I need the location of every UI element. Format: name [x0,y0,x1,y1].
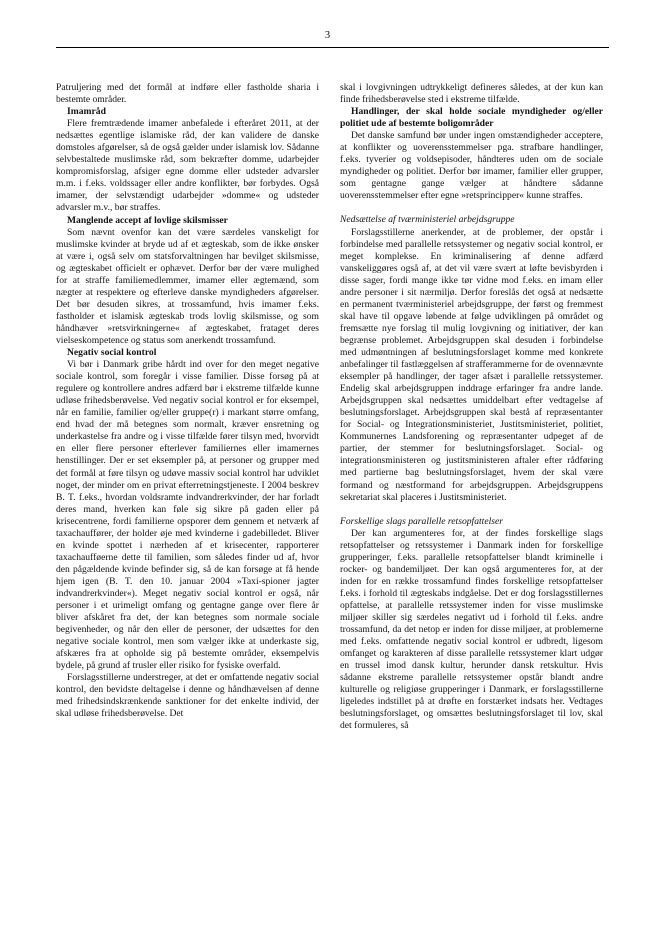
body-paragraph: Som nævnt ovenfor kan det være særdeles vanskeligt for muslimske kvinder at bryde ud af et ægteskab, som de ikke ønsker at være i, også selv om statsforvaltningen har bevilget skilsmisse, og ægteskabet officielt er ophævet. Derfor bør der være mulighed for at straffe familiemedlemmer, imamer eller ægtemænd, som nægter at respektere og efterleve danske myndigheders afgørelser. Det bør desuden sikres, at trossamfund, hvis imamer f.eks. fastholder et islamisk ægteskab trods lovlig skilsmisse, og som håndhæver »retsvirkningerne« af ægteskabet, frataget deres vielseskompetence og status som anerkendt trossamfund. [56,226,319,346]
body-paragraph: Forslagsstillerne understreger, at det er omfattende negativ social kontrol, den bevidste deltagelse i denne og håndhævelsen af denne med frihedsindskrænkende sanktioner for det enkelte individ, der skal udløse frihedsberøvelse. Det [56,672,319,720]
subsection-heading: Nedsættelse af tværministeriel arbejdsgruppe [340,214,515,226]
section-heading: Manglende accept af lovlige skilsmisser [67,214,228,226]
section-heading: Handlinger, der skal holde sociale myndigheder og/eller politiet ude af bestemte boligområder [340,106,603,130]
left-text-column [56,82,319,720]
body-paragraph: Patruljering med det formål at indføre eller fastholde sharia i bestemte områder. [56,82,319,106]
section-heading: Negativ social kontrol [67,347,157,359]
body-paragraph: skal i lovgivningen udtrykkeligt defineres således, at der kun kan finde frihedsberøvelse sted i ekstreme tilfælde. [340,82,603,106]
body-paragraph: Der kan argumenteres for, at der findes forskellige slags retsopfattelser og retssystemer i Danmark inden for forskellige grupperinger, f.eks. parallelle retsopfattelser blandt kriminelle i rocker- og bandemiljøet. Der kan også argumenteres for, at der inden for en række trossamfund findes forskellige retsopfattelser f.eks. i forhold til ægteskabs indgåelse. Det er dog forslagsstillernes opfattelse, at parallelle retssystemer inden for visse muslimske miljøer skiller sig særdeles negativt ud i forhold til f.eks. andre trossamfund, da det netop er inden for disse miljøer, at problemerne med f.eks. omfattende negativ social kontrol er udbredt, ligesom omfanget og karakteren af disse parallelle retssystemer klart udgør en trussel imod dansk kultur, herunder dansk retskultur. Hvis sådanne ekstreme parallelle retssystemer opstår blandt andre kulturelle og religiøse grupperinger i Danmark, er forslagsstillerne ligeledes indstillet på at drøfte en forstærket indsats her. Vedtages beslutningsforslaget, og omsættes beslutningsforslaget til lov, skal det formuleres, så [340,527,603,732]
subsection-heading: Forskellige slags parallelle retsopfattelser [340,515,503,527]
header-rule [56,47,609,48]
body-paragraph: Vi bør i Danmark gribe hårdt ind over for den meget negative sociale kontrol, som foregår i visse familier. Disse forsøg på at regulere og kontrollere andres adfærd bør i ekstreme tilfælde kunne udløse frihedsberøvelse. Ved negativ social kontrol er for eksempel, når en familie, familier og/eller gruppe(r) i markant større omfang, end hvad der må betegnes som normalt, kræver ensretning og underkastelse fra andre og i visse tilfælde fører tilsyn med, hvorvidt en eller flere personer efterlever familiernes eller imamernes henstillinger. Der er set eksempler på, at personer og grupper med det formål at føre tilsyn og udøve massiv social kontrol har udviklet noget, der minder om en privat efterretningstjeneste. I 2004 beskrev B. T. f.eks., hvordan voldsramte indvandrerkvinder, der har forladt deres mand, hverken kan føle sig sikre på gaden eller på krisecentrene, fordi familierne opsporer dem gennem et netværk af taxachauffører, der holder øje med kvinderne i gadebilledet. Bliver en kvinde spottet i nærheden af et krisecenter, rapporterer taxachaufføerne dette til familien, som således finder ud af, hvor den pågældende kvinde befinder sig, så de kan forsøge at få hende hjem igen (B. T. den 10. januar 2004 »Taxi-spioner jagter indvandrerkvinder«). Meget negativ social kontrol er også, når personer i et urimeligt omfang og gentagne gange over flere år bliver afskåret fra det, der kan betegnes som normale sociale begivenheder, og når den eller de personer, der udsættes for den negative sociale kontrol, men som vælger ikke at underkaste sig, afskæres fra at opholde sig på bestemte områder, eksempelvis bydele, på grund af trusler eller risiko for fysiske overfald. [56,359,319,672]
right-text-column [340,82,603,732]
page-number: 3 [324,30,331,41]
section-heading: Imamråd [67,106,106,118]
body-paragraph: Det danske samfund bør under ingen omstændigheder acceptere, at konflikter og uoverensstemmelser pga. strafbare handlinger, f.eks. tyverier og voldsepisoder, håndteres uden om de sociale myndigheder og politiet. Derfor bør imamer, familier eller grupper, som gentagne gange vælger at håndtere sådanne uoverensstemmelser efter egne »retsprincipper« kunne straffes. [340,130,603,202]
body-paragraph: Forslagsstillerne anerkender, at de problemer, der opstår i forbindelse med parallelle retssystemer og negativ social kontrol, er meget komplekse. En kriminalisering af denne adfærd vanskeliggøres også af, at det vil være svært at løfte bevisbyrden i disse sager, fordi mange ikke tør vidne mod f.eks. en imam eller andre personer i sit nærmiljø. Derfor foreslås det også at nedsætte en permanent tværministeriel arbejdsgruppe, der først og fremmest skal have til opgave løbende at følge udviklingen på området og fremsætte nye forslag til mulig lovgivning og initiativer, der kan begrænse problemet. Arbejdsgruppen skal desuden i forbindelse med udmøntningen af beslutningsforslaget komme med konkrete anbefalinger til fastlæggelsen af strafferammerne for de ovennævnte eksempler på handlinger, der tager afsæt i parallelle retssystemer. Endelig skal arbejdsgruppen inddrage erfaringer fra andre lande. Arbejdsgruppen skal nedsættes umiddelbart efter vedtagelse af beslutningsforslaget. Arbejdsgruppen skal bestå af repræsentanter for Social- og Integrationsministeriet, Justitsministeriet, politiet, Kommunernes Landsforening og repræsentanter udpeget af de partier, der stemmer for beslutningsforslaget. Social- og integrationsministeren og justitsministeren aftaler efter rådføring med partierne bag beslutningsforslaget, hvem der skal være formand og næstformand for arbejdsgruppen. Arbejdsgruppens sekretariat skal placeres i Justitsministeriet. [340,226,603,503]
body-paragraph: Flere fremtrædende imamer anbefalede i efteråret 2011, at der nedsættes egentlige islamiske råd, der kan validere de danske domstoles afgørelser, så de også gælder under islamisk lov. Sådanne selvbestaltede muslimske råd, som bekræfter domme, udarbejder kompromisforslag, afsiger egne domme eller udsteder advarsler m.m. i f.eks. voldssager eller andre konflikter, bør forbydes. Også imamer, der selvstændigt udarbejder »domme« og udsteder advarsler m.v., bør straffes. [56,118,319,214]
